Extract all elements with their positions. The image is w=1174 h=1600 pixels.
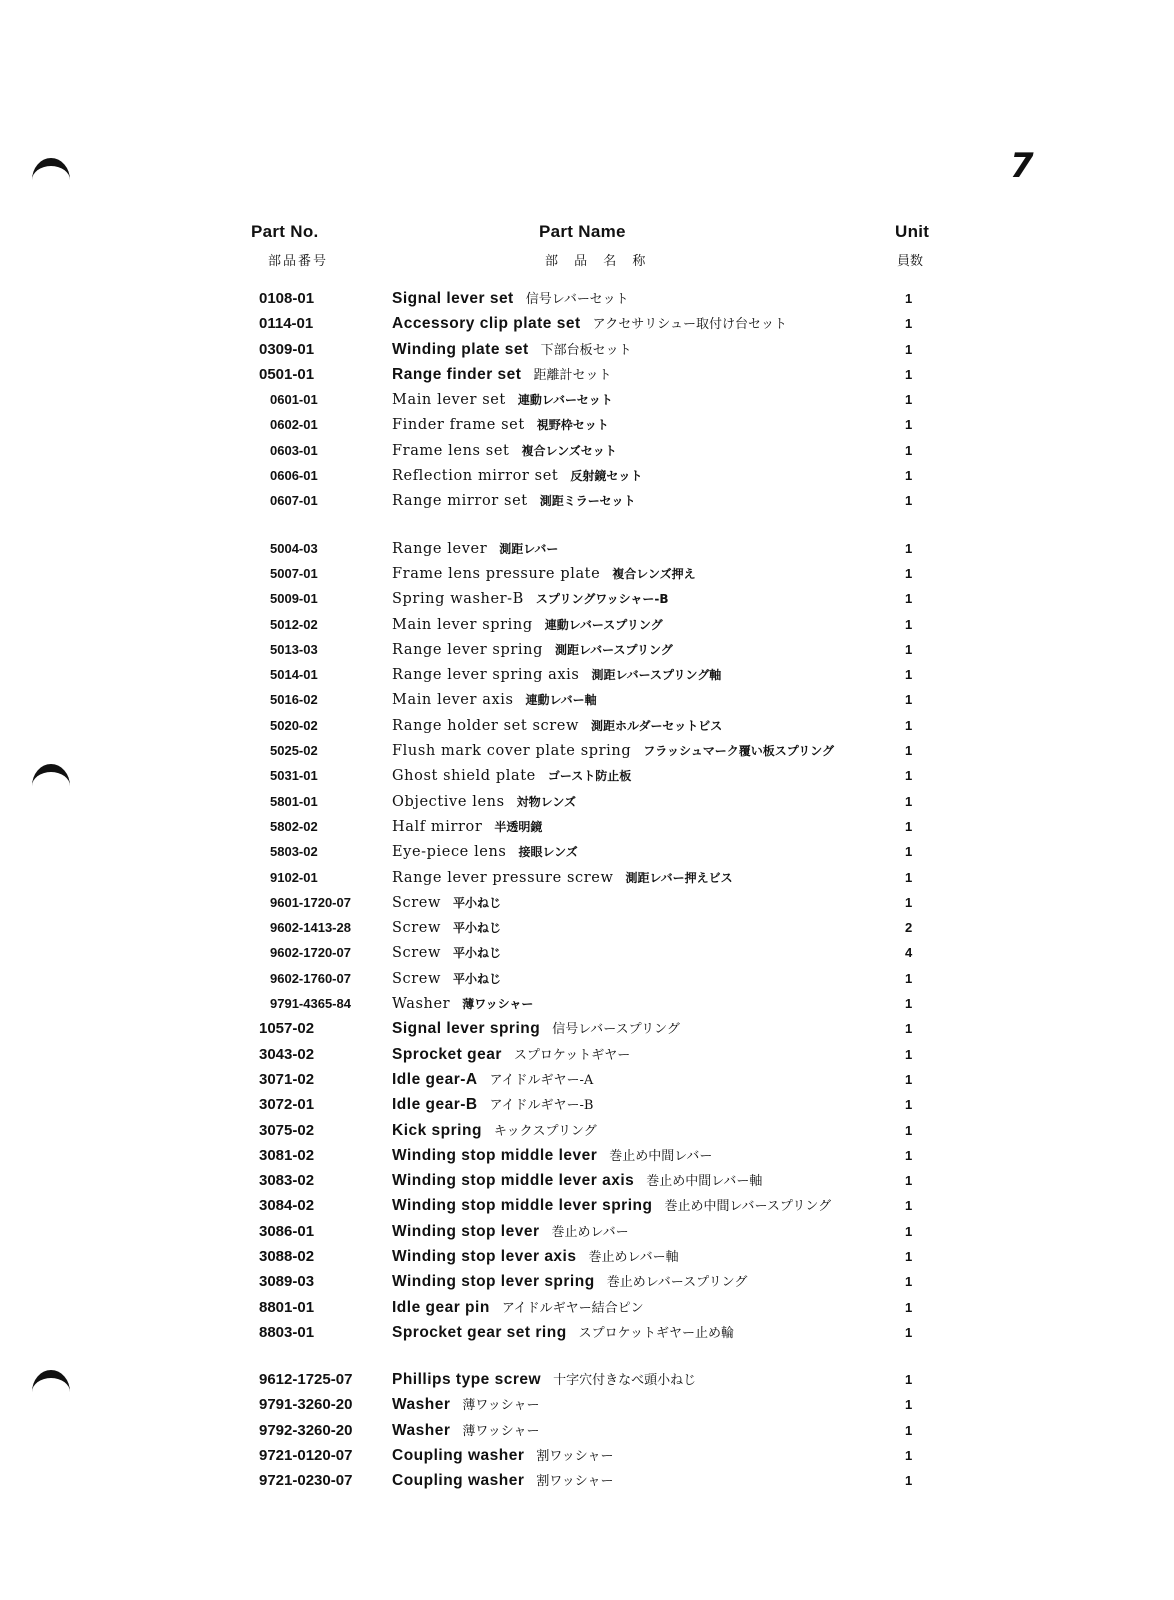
part-name-en: Coupling washer [392,1472,525,1490]
part-unit: 1 [905,1021,913,1037]
part-name-jp: 割ワッシャー [536,1449,614,1465]
table-row [0,561,1174,586]
table-row [0,1193,1174,1218]
table-row [0,1118,1174,1143]
part-name-en: Idle gear-B [392,1096,478,1114]
header-part-no-jp: 部品番号 [268,254,329,269]
part-name-jp: 十字穴付きなべ頭小ねじ [553,1373,697,1389]
part-number: 3089-03 [259,1273,315,1291]
part-name-en: Phillips type screw [392,1371,542,1389]
table-header [0,222,1174,282]
part-name-jp: 連動レバースプリング [544,617,663,632]
part-name [392,1016,680,1042]
part-name-jp: アイドルギヤー-A [489,1072,594,1088]
part-name [392,337,632,363]
part-name-jp: スプリングワッシャー-B [535,592,669,607]
part-name-en: Accessory clip plate set [392,315,581,333]
part-name-jp: 巻止めレバー軸 [588,1249,679,1265]
part-name-jp: 測距レバー押えビス [625,870,733,885]
part-name-jp: 薄ワッシャー [462,1423,540,1439]
part-name-en: Range mirror set [392,493,528,510]
parts-table [0,286,1174,1494]
part-name [392,940,501,966]
part-name-en: Winding stop lever axis [392,1247,577,1265]
part-name [392,286,629,312]
table-row [0,337,1174,362]
part-name-en: Main lever axis [392,692,514,709]
part-name-en: Ghost shield plate [392,768,536,785]
part-name-en: Washer [392,1396,451,1414]
part-number: 5025-02 [270,743,318,759]
part-name-jp: アクセサリシュー取付け台セット [592,317,787,333]
part-unit: 1 [905,1147,913,1163]
part-number: 9792-3260-20 [259,1421,353,1439]
part-name [392,713,722,739]
part-name-jp: アイドルギヤー結合ピン [501,1300,644,1316]
part-unit: 1 [905,1274,913,1290]
part-unit: 1 [905,692,913,708]
part-name [392,1092,593,1118]
part-name-jp: 反射鏡セット [570,469,643,484]
part-name-jp: 信号レバーセット [525,292,629,307]
table-row [0,412,1174,437]
table-row [0,890,1174,915]
part-name-jp: 巻止めレバー [551,1224,629,1240]
part-name [392,1320,734,1346]
part-name-jp: ゴースト防止板 [547,769,632,784]
part-name [392,1067,593,1093]
table-row [0,1016,1174,1041]
part-unit: 1 [905,1397,913,1413]
table-row [0,915,1174,940]
table-row [0,387,1174,412]
part-name [392,362,611,388]
table-row [0,789,1174,814]
part-name [392,1219,629,1245]
part-name-en: Screw [392,920,441,937]
part-name-jp: 距離計セット [533,367,612,383]
part-name-en: Main lever set [392,392,506,409]
part-name [392,1193,831,1219]
part-name-en: Main lever spring [392,616,533,633]
part-name [392,738,834,764]
part-name-en: Objective lens [392,793,505,810]
part-name [392,1118,597,1144]
part-unit: 1 [905,667,913,683]
part-unit: 1 [905,316,913,332]
part-unit: 1 [905,1173,913,1189]
part-name-jp: 連動レバーセット [517,393,613,408]
part-number: 5009-01 [270,591,318,607]
part-name [392,865,733,891]
part-unit: 1 [905,1198,913,1214]
part-name-jp: フラッシュマーク覆い板スプリング [643,744,835,759]
part-unit: 1 [905,1473,913,1489]
part-name-en: Winding stop lever [392,1222,540,1240]
part-name [392,1295,644,1321]
part-name [392,536,558,562]
table-row [0,687,1174,712]
part-name-jp: 測距レバー [499,541,559,556]
part-unit: 1 [905,743,913,759]
part-name-en: Winding stop lever spring [392,1273,595,1291]
part-unit: 1 [905,417,913,433]
part-unit: 1 [905,540,913,556]
part-number: 0114-01 [259,315,314,333]
part-name-en: Reflection mirror set [392,468,559,485]
table-row [0,1092,1174,1117]
part-name-jp: 信号レバースプリング [552,1022,680,1038]
part-name [392,412,609,438]
part-name-jp: 複合レンズ押え [612,566,696,581]
part-unit: 1 [905,641,913,657]
part-unit: 1 [905,1324,913,1340]
part-name [392,488,635,514]
part-unit: 1 [905,1422,913,1438]
part-name [392,890,501,916]
part-name-en: Range lever [392,540,488,557]
table-row [0,1320,1174,1345]
part-unit: 1 [905,291,913,306]
part-name-en: Sprocket gear [392,1045,502,1063]
part-number: 8801-01 [259,1298,315,1316]
part-unit: 1 [905,1223,913,1239]
part-name-en: Screw [392,894,441,911]
part-unit: 1 [905,442,913,458]
part-unit: 1 [905,366,913,382]
part-number: 0501-01 [259,365,315,383]
table-row [0,1244,1174,1269]
part-name-en: Winding stop middle lever spring [392,1197,653,1215]
part-name-jp: 接眼レンズ [518,845,578,860]
part-name-jp: スプロケットギヤー [513,1047,631,1063]
part-name-en: Frame lens pressure plate [392,565,601,582]
part-unit: 1 [905,996,913,1012]
part-name [392,1143,712,1169]
part-name-jp: 平小ねじ [452,946,501,961]
part-name-en: Sprocket gear set ring [392,1323,567,1341]
table-row [0,463,1174,488]
part-name [392,839,578,865]
table-row [0,839,1174,864]
table-row [0,940,1174,965]
part-unit: 1 [905,493,913,509]
table-row [0,536,1174,561]
part-name-en: Idle gear-A [392,1070,478,1088]
header-part-no: Part No. [251,222,319,241]
part-name-en: Spring washer-B [392,591,524,608]
part-unit: 1 [905,1046,913,1062]
part-name [392,763,631,789]
part-name-en: Screw [392,945,441,962]
part-number: 5013-03 [270,641,318,657]
part-name-jp: 測距レバースプリング [554,642,673,657]
part-name [392,1443,613,1469]
part-name-jp: 平小ねじ [452,895,501,910]
part-number: 5020-02 [270,717,318,733]
part-name-jp: スプロケットギヤー止め輪 [578,1325,735,1341]
table-row [0,814,1174,839]
part-name-jp: キックスプリング [493,1123,597,1139]
part-number: 3043-02 [259,1045,315,1063]
part-number: 9602-1413-28 [270,920,351,936]
table-row [0,637,1174,662]
table-row [0,662,1174,687]
part-name-jp: 複合レンズセット [521,443,617,458]
part-unit: 1 [905,1372,913,1388]
part-name [392,637,673,663]
part-name-jp: 巻止め中間レバースプリング [664,1199,832,1215]
table-row [0,286,1174,311]
table-row [0,1295,1174,1320]
part-name-en: Frame lens set [392,442,510,459]
part-name [392,814,542,840]
part-name-jp: 薄ワッシャー [462,997,534,1012]
part-number: 9721-0120-07 [259,1447,353,1465]
part-unit: 1 [905,793,913,809]
table-row [0,1042,1174,1067]
header-part-name-jp: 部 品 名 称 [545,254,652,269]
part-name-jp: 巻止め中間レバー軸 [646,1174,763,1190]
part-number: 3072-01 [259,1096,315,1114]
part-name [392,966,501,992]
part-name [392,1367,696,1393]
part-number: 0309-01 [259,340,315,358]
part-number: 0603-01 [270,442,318,458]
part-number: 9721-0230-07 [259,1472,353,1490]
part-name-jp: アイドルギヤー-B [489,1098,594,1114]
table-row [0,713,1174,738]
part-name [392,1269,747,1295]
table-row [0,738,1174,763]
table-row [0,991,1174,1016]
part-number: 1057-02 [259,1020,315,1038]
table-row [0,1067,1174,1092]
part-name [392,915,501,941]
part-name-en: Signal lever set [392,290,514,307]
part-name [392,561,696,587]
part-name-jp: 巻止め中間レバー [609,1148,713,1164]
part-number: 5012-02 [270,616,318,632]
part-unit: 1 [905,869,913,885]
part-unit: 1 [905,894,913,910]
part-name-en: Winding stop middle lever [392,1146,598,1164]
part-number: 3088-02 [259,1247,315,1265]
part-name [392,1042,630,1068]
table-row [0,612,1174,637]
part-name [392,1468,613,1494]
table-row [0,865,1174,890]
part-name-en: Range lever pressure screw [392,869,614,886]
part-name-jp: 平小ねじ [452,971,501,986]
part-name-en: Washer [392,1421,451,1439]
table-row [0,1143,1174,1168]
part-number: 9602-1720-07 [270,945,351,961]
part-name [392,311,787,337]
part-unit: 1 [905,341,913,357]
part-name [392,387,613,413]
table-row [0,1443,1174,1468]
part-name-en: Range lever spring [392,641,543,658]
page-number: 7 [1010,146,1034,186]
part-name-en: Winding stop middle lever axis [392,1172,635,1190]
part-unit: 1 [905,392,913,408]
header-unit-jp: 員数 [897,254,924,269]
part-name [392,612,663,638]
part-name [392,789,576,815]
part-number: 5014-01 [270,667,318,683]
part-number: 9102-01 [270,869,318,885]
part-number: 0607-01 [270,493,318,509]
part-name [392,1168,762,1194]
part-unit: 1 [905,1448,913,1464]
part-number: 9612-1725-07 [259,1371,353,1389]
part-unit: 1 [905,565,913,581]
part-number: 3083-02 [259,1172,315,1190]
part-unit: 1 [905,970,913,986]
part-number: 5802-02 [270,818,318,834]
part-name-en: Range finder set [392,365,522,383]
part-name-jp: 測距ミラーセット [539,494,636,509]
table-row [0,1269,1174,1294]
part-name [392,991,533,1017]
table-row [0,966,1174,991]
part-unit: 1 [905,1071,913,1087]
part-name-en: Screw [392,970,441,987]
part-unit: 2 [905,920,913,936]
table-row [0,1168,1174,1193]
part-name-en: Washer [392,996,451,1013]
part-number: 0108-01 [259,290,315,307]
part-name-jp: 測距レバースプリング軸 [591,668,722,683]
table-row [0,1367,1174,1392]
part-name-jp: 巻止めレバースプリング [606,1275,748,1291]
part-name-en: Signal lever spring [392,1020,541,1038]
part-name-jp: 平小ねじ [452,921,501,936]
part-unit: 1 [905,844,913,860]
table-row [0,1392,1174,1417]
table-row [0,488,1174,513]
part-name-en: Eye-piece lens [392,844,507,861]
part-name-jp: 薄ワッシャー [462,1398,540,1414]
part-number: 9601-1720-07 [270,894,351,910]
part-name [392,1244,679,1270]
part-number: 3086-01 [259,1222,315,1240]
part-number: 3084-02 [259,1197,315,1215]
binder-hole-mark-top [32,158,70,180]
part-number: 8803-01 [259,1323,315,1341]
part-number: 9602-1760-07 [270,970,351,986]
part-name-jp: 下部台板セット [540,342,632,358]
part-unit: 1 [905,1122,913,1138]
header-part-name: Part Name [539,222,626,241]
part-unit: 1 [905,591,913,607]
part-name-en: Range lever spring axis [392,667,580,684]
table-row [0,763,1174,788]
part-number: 5031-01 [270,768,318,784]
part-name [392,1418,540,1444]
part-unit: 1 [905,616,913,632]
part-number: 5007-01 [270,565,318,581]
table-row [0,586,1174,611]
part-number: 0606-01 [270,468,318,484]
part-name-en: Idle gear pin [392,1298,490,1316]
part-name [392,463,642,489]
part-name-en: Winding plate set [392,340,529,358]
part-unit: 1 [905,468,913,484]
part-unit: 1 [905,818,913,834]
part-number: 5016-02 [270,692,318,708]
table-row [0,438,1174,463]
part-name [392,1392,540,1418]
part-name [392,662,721,688]
header-unit: Unit [895,222,930,241]
part-name-en: Half mirror [392,818,483,835]
part-name [392,438,617,464]
part-unit: 1 [905,768,913,784]
part-name-en: Kick spring [392,1121,482,1139]
part-unit: 4 [905,945,913,961]
part-name-en: Flush mark cover plate spring [392,743,632,760]
part-name-en: Range holder set screw [392,717,579,734]
part-unit: 1 [905,1299,913,1315]
part-name-en: Finder frame set [392,417,525,434]
table-row [0,1219,1174,1244]
part-number: 3081-02 [259,1146,315,1164]
part-number: 3075-02 [259,1121,315,1139]
part-name-jp: 対物レンズ [516,794,576,809]
part-number: 5803-02 [270,844,318,860]
part-name-jp: 割ワッシャー [536,1474,614,1490]
part-name-en: Coupling washer [392,1447,525,1465]
part-name-jp: 測距ホルダーセットビス [590,718,723,733]
table-row [0,311,1174,336]
part-name-jp: 半透明鏡 [494,819,543,834]
table-row [0,1468,1174,1493]
table-row [0,362,1174,387]
part-unit: 1 [905,1248,913,1264]
part-name [392,586,669,612]
part-number: 3071-02 [259,1070,315,1088]
part-unit: 1 [905,1097,913,1113]
part-number: 9791-4365-84 [270,996,351,1012]
part-name-jp: 視野枠セット [536,418,609,433]
part-number: 9791-3260-20 [259,1396,353,1414]
part-name-jp: 連動レバー軸 [525,693,597,708]
part-number: 0602-01 [270,417,318,433]
part-number: 5004-03 [270,540,318,556]
part-number: 5801-01 [270,793,318,809]
part-unit: 1 [905,717,913,733]
part-name [392,687,597,713]
table-row [0,1418,1174,1443]
part-number: 0601-01 [270,392,318,408]
